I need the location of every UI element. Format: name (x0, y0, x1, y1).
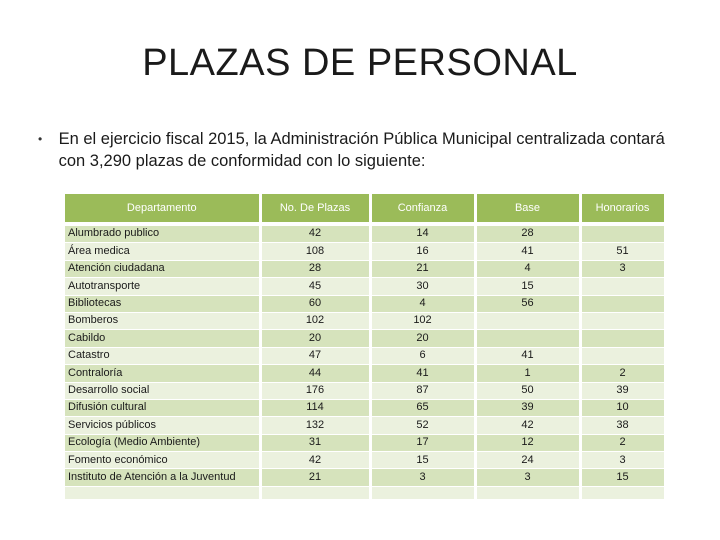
cell-base: 24 (475, 452, 580, 469)
cell-confianza: 65 (370, 399, 475, 416)
cell-departamento: Autotransporte (65, 278, 260, 295)
cell-departamento: Fomento económico (65, 452, 260, 469)
cell-plazas: 42 (260, 452, 370, 469)
cell-plazas: 60 (260, 295, 370, 312)
table-row (65, 469, 665, 486)
cell-base: 4 (475, 260, 580, 277)
cell-departamento: Contraloría (65, 365, 260, 382)
cell-base: 3 (475, 469, 580, 486)
cell-plazas: 31 (260, 434, 370, 451)
cell-honorarios: 2 (580, 434, 665, 451)
table-row (65, 452, 665, 469)
cell-honorarios: 39 (580, 382, 665, 399)
bullet-paragraph (38, 128, 688, 172)
header-honorarios: Honorarios (580, 194, 665, 224)
cell-confianza: 41 (370, 365, 475, 382)
spacer-cell (475, 486, 580, 499)
cell-base: 41 (475, 243, 580, 260)
table-row (65, 347, 665, 364)
cell-confianza: 17 (370, 434, 475, 451)
cell-confianza: 15 (370, 452, 475, 469)
cell-plazas: 108 (260, 243, 370, 260)
cell-honorarios: 2 (580, 365, 665, 382)
cell-base: 42 (475, 417, 580, 434)
cell-honorarios (580, 278, 665, 295)
header-no-de-plazas: No. De Plazas (260, 194, 370, 224)
cell-honorarios (580, 295, 665, 312)
table-body (65, 224, 665, 499)
cell-confianza: 52 (370, 417, 475, 434)
cell-plazas: 20 (260, 330, 370, 347)
cell-plazas: 102 (260, 312, 370, 329)
table-row (65, 330, 665, 347)
table-row (65, 278, 665, 295)
cell-honorarios (580, 347, 665, 364)
cell-confianza: 16 (370, 243, 475, 260)
cell-confianza: 30 (370, 278, 475, 295)
cell-plazas: 44 (260, 365, 370, 382)
header-confianza: Confianza (370, 194, 475, 224)
cell-base: 15 (475, 278, 580, 295)
cell-departamento: Difusión cultural (65, 399, 260, 416)
cell-departamento: Cabildo (65, 330, 260, 347)
table-row (65, 312, 665, 329)
spacer-cell (260, 486, 370, 499)
cell-departamento: Instituto de Atención a la Juventud (65, 469, 260, 486)
cell-departamento: Desarrollo social (65, 382, 260, 399)
cell-departamento: Bomberos (65, 312, 260, 329)
bullet-glyph: • (38, 132, 43, 146)
table-row (65, 243, 665, 260)
table-row (65, 224, 665, 243)
cell-base (475, 312, 580, 329)
table-row (65, 399, 665, 416)
cell-base: 1 (475, 365, 580, 382)
cell-plazas: 114 (260, 399, 370, 416)
cell-confianza: 3 (370, 469, 475, 486)
header-departamento: Departamento (65, 194, 260, 224)
spacer-cell (580, 486, 665, 499)
table-header-row (65, 194, 665, 224)
cell-departamento: Servicios públicos (65, 417, 260, 434)
cell-base: 50 (475, 382, 580, 399)
cell-plazas: 45 (260, 278, 370, 295)
table-row (65, 417, 665, 434)
cell-honorarios: 38 (580, 417, 665, 434)
cell-departamento: Ecología (Medio Ambiente) (65, 434, 260, 451)
cell-confianza: 20 (370, 330, 475, 347)
spacer-cell (65, 486, 260, 499)
cell-base: 41 (475, 347, 580, 364)
cell-confianza: 102 (370, 312, 475, 329)
table-row (65, 260, 665, 277)
cell-confianza: 21 (370, 260, 475, 277)
table-row (65, 295, 665, 312)
cell-honorarios: 3 (580, 260, 665, 277)
cell-departamento: Bibliotecas (65, 295, 260, 312)
cell-plazas: 176 (260, 382, 370, 399)
table-row (65, 382, 665, 399)
cell-honorarios: 3 (580, 452, 665, 469)
cell-departamento: Catastro (65, 347, 260, 364)
bullet-text: En el ejercicio fiscal 2015, la Administración Pública Municipal centralizada contará con 3,290 plazas de conformidad con lo siguiente: (58, 130, 665, 170)
table-spacer-row (65, 486, 665, 499)
slide-title: PLAZAS DE PERSONAL (142, 42, 578, 84)
cell-plazas: 42 (260, 224, 370, 243)
header-base: Base (475, 194, 580, 224)
cell-plazas: 21 (260, 469, 370, 486)
cell-departamento: Alumbrado publico (65, 224, 260, 243)
cell-base: 28 (475, 224, 580, 243)
cell-honorarios (580, 312, 665, 329)
cell-honorarios (580, 224, 665, 243)
cell-base: 12 (475, 434, 580, 451)
cell-honorarios: 10 (580, 399, 665, 416)
cell-base: 39 (475, 399, 580, 416)
cell-plazas: 47 (260, 347, 370, 364)
table-row (65, 365, 665, 382)
cell-confianza: 6 (370, 347, 475, 364)
cell-honorarios: 51 (580, 243, 665, 260)
staff-positions-table (65, 194, 667, 500)
cell-honorarios (580, 330, 665, 347)
cell-plazas: 28 (260, 260, 370, 277)
cell-confianza: 87 (370, 382, 475, 399)
cell-departamento: Área medica (65, 243, 260, 260)
cell-base: 56 (475, 295, 580, 312)
cell-departamento: Atención ciudadana (65, 260, 260, 277)
cell-confianza: 14 (370, 224, 475, 243)
cell-confianza: 4 (370, 295, 475, 312)
spacer-cell (370, 486, 475, 499)
cell-plazas: 132 (260, 417, 370, 434)
cell-honorarios: 15 (580, 469, 665, 486)
cell-base (475, 330, 580, 347)
table-row (65, 434, 665, 451)
